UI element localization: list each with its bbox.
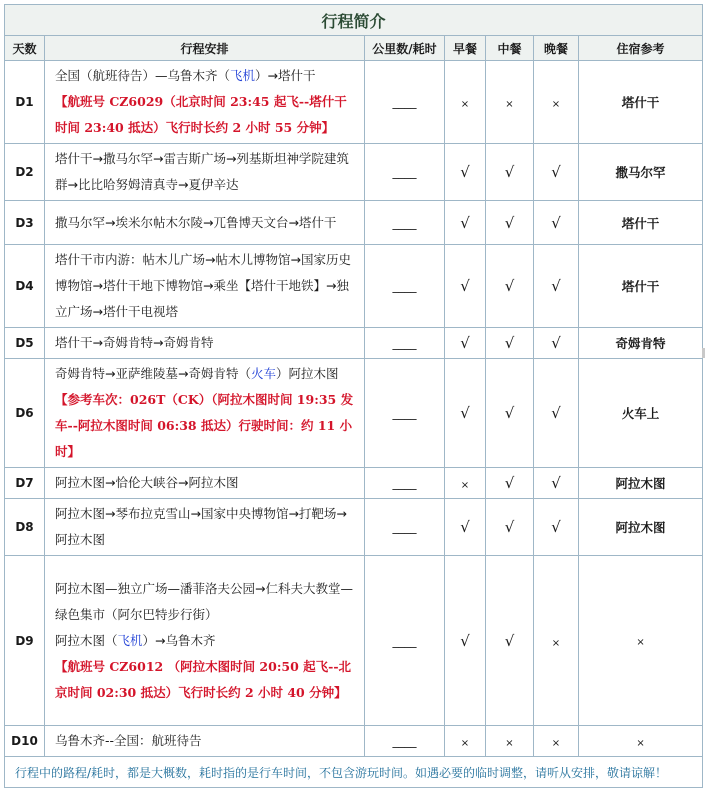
header-day: 天数: [5, 36, 45, 61]
dinner-cell: [534, 468, 579, 499]
breakfast-mark: √: [460, 277, 470, 295]
dinner-cell: [534, 245, 579, 328]
itinerary-row: [5, 556, 703, 726]
hotel-cell: [579, 144, 703, 201]
header-row: [5, 36, 703, 61]
distance-cell: ____: [365, 359, 445, 468]
lunch-mark: √: [504, 404, 515, 422]
hotel-cell: [579, 328, 703, 359]
plan-text: 撒马尔罕→埃米尔帖木尔陵→兀鲁博天文台→塔什干: [55, 214, 337, 230]
breakfast-mark: √: [460, 163, 470, 181]
itinerary-table: [4, 4, 703, 788]
plan-cell: [45, 468, 365, 499]
lunch-mark: √: [504, 213, 515, 232]
breakfast-cell: [445, 468, 486, 499]
plan-text: 阿拉木图（: [55, 632, 118, 648]
transport-mode: 飞机: [117, 632, 143, 648]
plan-cell: [45, 328, 365, 359]
day-cell: D8: [5, 499, 45, 556]
lunch-cell: [486, 359, 534, 468]
hotel-name: 阿拉木图: [615, 476, 666, 491]
dinner-mark: √: [551, 518, 561, 536]
transport-detail: 【航班号 CZ6029（北京时间 23:45 起飞--塔什干时间 23:40 抵达）飞行时长约 2 小时 55 分钟】: [55, 94, 347, 135]
header-distance: 公里数/耗时: [365, 36, 445, 61]
itinerary-row: [5, 201, 703, 245]
plan-line: [55, 387, 358, 465]
lunch-cell: [486, 245, 534, 328]
plan-cell: [45, 499, 365, 556]
transport-detail: 【航班号 CZ6012 （阿拉木图时间 20:50 起飞--北京时间 02:30 抵达）飞行时长约 2 小时 40 分钟】: [55, 658, 352, 700]
plan-cell: [45, 144, 365, 201]
dinner-cell: [534, 359, 579, 468]
plan-cell: [45, 556, 365, 726]
itinerary-row: [5, 468, 703, 499]
hotel-cell: [579, 201, 703, 245]
hotel-cell: [579, 359, 703, 468]
breakfast-mark: √: [460, 334, 470, 352]
hotel-name: 塔什干: [621, 95, 660, 110]
plan-cell: [45, 359, 365, 468]
footer-note: 行程中的路程/耗时，都是大概数，耗时指的是行车时间，不包含游玩时间。如遇必要的临时调整，请听从安排，敬请谅解！: [5, 757, 703, 788]
breakfast-mark: ×: [460, 99, 470, 110]
plan-text: 奇姆肯特→亚萨维陵墓→奇姆肯特（: [55, 366, 251, 381]
day-cell: D7: [5, 468, 45, 499]
hotel-cell: [579, 245, 703, 328]
day-cell: D9: [5, 556, 45, 726]
lunch-cell: [486, 726, 534, 757]
plan-line: [55, 210, 358, 236]
hotel-name: ×: [636, 637, 645, 648]
dinner-mark: √: [551, 163, 561, 181]
plan-text: 阿拉木图→琴布拉克雪山→国家中央博物馆→打靶场→阿拉木图: [55, 506, 347, 547]
itinerary-row: [5, 328, 703, 359]
hotel-name: 塔什干: [621, 215, 660, 231]
hotel-name: 塔什干: [621, 279, 660, 294]
hotel-cell: [579, 726, 703, 757]
itinerary-row: [5, 61, 703, 144]
itinerary-row: [5, 359, 703, 468]
plan-cell: [45, 726, 365, 757]
itinerary-row: [5, 499, 703, 556]
plan-text: ）阿拉木图: [275, 366, 339, 381]
dinner-cell: [534, 499, 579, 556]
hotel-name: 撒马尔罕: [615, 165, 666, 180]
dinner-mark: ×: [551, 738, 561, 749]
header-breakfast: 早餐: [445, 36, 486, 61]
hotel-name: 阿拉木图: [615, 520, 666, 535]
dinner-mark: √: [551, 474, 561, 492]
lunch-cell: [486, 201, 534, 245]
day-cell: D4: [5, 245, 45, 328]
hotel-cell: [579, 499, 703, 556]
transport-mode: 火车: [250, 366, 276, 381]
lunch-mark: ×: [505, 738, 514, 749]
transport-detail: 【参考车次：026T（CK）（阿拉木图时间 19:35 发车--阿拉木图时间 06:38 抵达）行驶时间：约 11 小时】: [55, 392, 354, 459]
dinner-mark: ×: [551, 99, 561, 110]
breakfast-cell: [445, 499, 486, 556]
distance-cell: ____: [365, 328, 445, 359]
day-cell: D2: [5, 144, 45, 201]
lunch-mark: √: [504, 631, 515, 650]
day-cell: D6: [5, 359, 45, 468]
dinner-cell: [534, 328, 579, 359]
distance-cell: ____: [365, 201, 445, 245]
hotel-name: ×: [636, 737, 645, 749]
lunch-mark: ×: [505, 99, 514, 110]
header-hotel: 住宿参考: [579, 36, 703, 61]
plan-text: 乌鲁木齐--全国：航班待告: [55, 733, 202, 748]
lunch-mark: √: [504, 474, 515, 492]
distance-cell: ____: [365, 245, 445, 328]
breakfast-cell: [445, 359, 486, 468]
header-lunch: 中餐: [486, 36, 534, 61]
plan-text: 塔什干→奇姆肯特→奇姆肯特: [55, 335, 214, 350]
itinerary-rows: [5, 61, 703, 757]
dinner-cell: [534, 61, 579, 144]
dinner-cell: [534, 556, 579, 726]
plan-text: ）→塔什干: [255, 68, 316, 83]
lunch-cell: [486, 61, 534, 144]
breakfast-mark: √: [460, 404, 470, 422]
plan-line: [55, 361, 358, 387]
dinner-cell: [534, 726, 579, 757]
dinner-mark: ×: [551, 637, 561, 649]
day-cell: D3: [5, 201, 45, 245]
lunch-cell: [486, 556, 534, 726]
table-title: 行程简介: [5, 5, 703, 36]
distance-cell: ____: [365, 144, 445, 201]
plan-line: [55, 501, 358, 553]
lunch-cell: [486, 328, 534, 359]
day-cell: D10: [5, 726, 45, 757]
plan-line: [55, 576, 358, 628]
plan-line: [55, 628, 358, 654]
breakfast-cell: [445, 726, 486, 757]
header-plan: 行程安排: [45, 36, 365, 61]
plan-line: [55, 470, 358, 496]
breakfast-cell: [445, 556, 486, 726]
distance-cell: ____: [365, 468, 445, 499]
hotel-cell: [579, 468, 703, 499]
distance-cell: ____: [365, 61, 445, 144]
distance-cell: ____: [365, 726, 445, 757]
day-cell: D5: [5, 328, 45, 359]
plan-text: 阿拉木图—独立广场—潘菲洛夫公园→仁科夫大教堂—绿色集市（阿尔巴特步行街）: [55, 580, 353, 622]
breakfast-mark: √: [460, 518, 470, 536]
breakfast-mark: √: [460, 213, 470, 232]
lunch-cell: [486, 144, 534, 201]
plan-line: [55, 654, 358, 706]
hotel-name: 火车上: [621, 406, 660, 421]
plan-text: 塔什干市内游：帖木儿广场→帖木儿博物馆→国家历史博物馆→塔什干地下博物馆→乘坐【塔什干地铁】→独立广场→塔什干电视塔: [55, 252, 351, 319]
distance-cell: ____: [365, 499, 445, 556]
dinner-cell: [534, 201, 579, 245]
breakfast-mark: √: [460, 631, 470, 650]
breakfast-cell: [445, 61, 486, 144]
hotel-cell: [579, 556, 703, 726]
plan-line: [55, 89, 358, 141]
dinner-mark: √: [551, 277, 561, 295]
day-cell: D1: [5, 61, 45, 144]
itinerary-row: [5, 726, 703, 757]
lunch-mark: √: [504, 277, 515, 295]
lunch-mark: √: [504, 334, 515, 352]
breakfast-mark: ×: [460, 480, 470, 491]
distance-cell: ____: [365, 556, 445, 726]
itinerary-sheet: [4, 4, 702, 788]
dinner-mark: √: [551, 213, 561, 232]
plan-line: [55, 63, 358, 89]
breakfast-cell: [445, 201, 486, 245]
plan-text: 阿拉木图→恰伦大峡谷→阿拉木图: [55, 475, 239, 490]
plan-line: [55, 728, 358, 754]
itinerary-row: [5, 245, 703, 328]
breakfast-cell: [445, 328, 486, 359]
breakfast-cell: [445, 144, 486, 201]
transport-mode: 飞机: [230, 68, 256, 83]
itinerary-row: [5, 144, 703, 201]
plan-cell: [45, 61, 365, 144]
dinner-mark: √: [551, 404, 561, 422]
lunch-mark: √: [504, 518, 515, 536]
plan-text: 塔什干→撒马尔罕→雷吉斯广场→列基斯坦神学院建筑群→比比哈努姆清真寺→夏伊辛达: [55, 151, 349, 192]
breakfast-mark: ×: [460, 738, 470, 749]
plan-text: ）→乌鲁木齐: [142, 632, 216, 648]
lunch-cell: [486, 468, 534, 499]
plan-line: [55, 247, 358, 325]
plan-cell: [45, 245, 365, 328]
plan-line: [55, 330, 358, 356]
lunch-cell: [486, 499, 534, 556]
hotel-name: 奇姆肯特: [615, 336, 666, 351]
dinner-cell: [534, 144, 579, 201]
plan-line: [55, 146, 358, 198]
breakfast-cell: [445, 245, 486, 328]
plan-cell: [45, 201, 365, 245]
hotel-cell: [579, 61, 703, 144]
dinner-mark: √: [551, 334, 561, 352]
lunch-mark: √: [504, 163, 515, 181]
plan-text: 全国（航班待告）—乌鲁木齐（: [55, 68, 231, 83]
header-dinner: 晚餐: [534, 36, 579, 61]
